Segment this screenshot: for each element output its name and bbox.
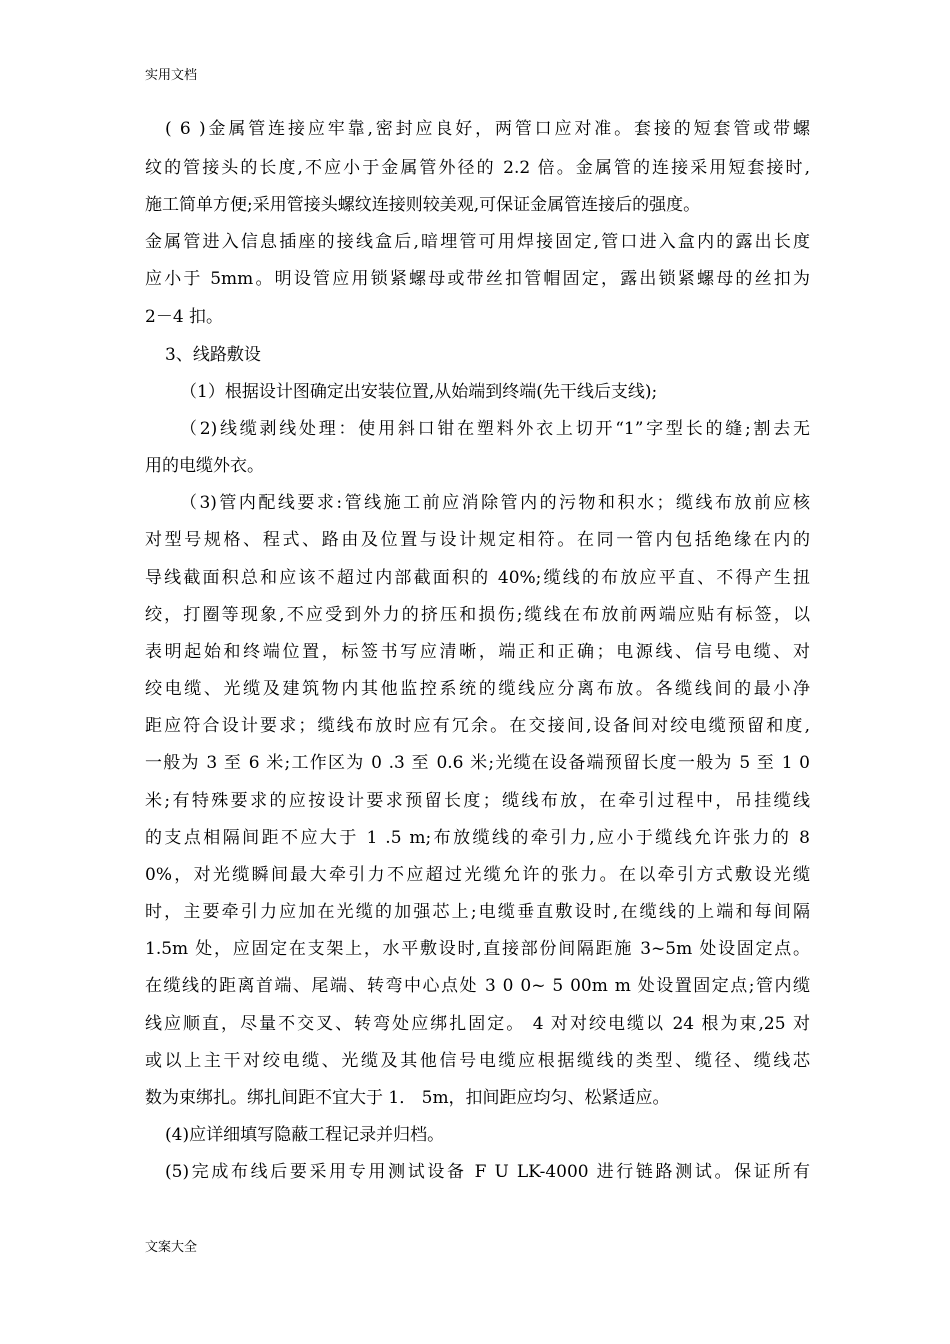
- body-line: 3、线路敷设: [165, 345, 261, 365]
- body-line: 或以上主干对绞电缆、光缆及其他信号电缆应根据缆线的类型、缆径、缆线芯: [145, 1051, 810, 1071]
- body-line: 纹的管接头的长度,不应小于金属管外径的 2.2 倍。金属管的连接采用短套接时,: [145, 158, 810, 178]
- body-line: （3)管内配线要求:管线施工前应消除管内的污物和积水；缆线布放前应核: [180, 493, 810, 513]
- body-line: 0%，对光缆瞬间最大牵引力不应超过光缆允许的张力。在以牵引方式敷设光缆: [145, 865, 810, 885]
- body-line: 绞电缆、光缆及建筑物内其他监控系统的缆线应分离布放。各缆线间的最小净: [145, 679, 810, 699]
- body-line: 距应符合设计要求；缆线布放时应有冗余。在交接间,设备间对绞电缆预留和度,: [145, 716, 810, 736]
- body-line: 米;有特殊要求的应按设计要求预留长度；缆线布放，在牵引过程中，吊挂缆线: [145, 791, 810, 811]
- body-line: 导线截面积总和应该不超过内部截面积的 40%;缆线的布放应平直、不得产生扭: [145, 568, 810, 588]
- body-line: （2)线缆剥线处理：使用斜口钳在塑料外衣上切开“1”字型长的缝;割去无: [180, 419, 810, 439]
- body-line: 对型号规格、程式、路由及位置与设计规定相符。在同一管内包括绝缘在内的: [145, 530, 810, 550]
- body-line: 在缆线的距离首端、尾端、转弯中心点处 3 0 0~ 5 00m m 处设置固定点;管内缆: [145, 976, 810, 996]
- body-line: 数为束绑扎。绑扎间距不宜大于 1． 5m，扣间距应均匀、松紧适应。: [145, 1088, 670, 1108]
- body-line: 用的电缆外衣。: [145, 456, 264, 476]
- page-header: 实用文档: [145, 68, 198, 83]
- body-line: ( 6 )金属管连接应牢靠,密封应良好，两管口应对准。套接的短套管或带螺: [165, 119, 810, 139]
- body-line: (5)完成布线后要采用专用测试设备 F U LK-4000 进行链路测试。保证所有: [165, 1162, 810, 1182]
- body-line: 时，主要牵引力应加在光缆的加强芯上;电缆垂直敷设时,在缆线的上端和每间隔: [145, 902, 810, 922]
- body-line: (4)应详细填写隐蔽工程记录并归档。: [165, 1125, 445, 1145]
- body-line: 应小于 5mm。明设管应用锁紧螺母或带丝扣管帽固定，露出锁紧螺母的丝扣为: [145, 269, 810, 289]
- body-line: 施工简单方便;采用管接头螺纹连接则较美观,可保证金属管连接后的强度。: [145, 195, 701, 215]
- body-line: 绞，打圈等现象,不应受到外力的挤压和损伤;缆线在布放前两端应贴有标签，以: [145, 605, 810, 625]
- body-line: 2－4 扣。: [145, 307, 224, 327]
- body-line: （1）根据设计图确定出安装位置,从始端到终端(先干线后支线);: [180, 382, 658, 402]
- body-line: 线应顺直，尽量不交叉、转弯处应绑扎固定。 4 对对绞电缆以 24 根为束,25 对: [145, 1014, 810, 1034]
- body-line: 表明起始和终端位置，标签书写应清晰，端正和正确；电源线、信号电缆、对: [145, 642, 810, 662]
- body-line: 1.5m 处，应固定在支架上，水平敷设时,直接部份间隔距施 3~5m 处设固定点。: [145, 939, 810, 959]
- body-line: 金属管进入信息插座的接线盒后,暗埋管可用焊接固定,管口进入盒内的露出长度: [145, 232, 810, 252]
- page-footer: 文案大全: [145, 1240, 198, 1255]
- body-line: 一般为 3 至 6 米;工作区为 0 .3 至 0.6 米;光缆在设备端预留长度一般为 5 至 1 0: [145, 753, 810, 773]
- body-line: 的支点相隔间距不应大于 1 .5 m;布放缆线的牵引力,应小于缆线允许张力的 8: [145, 828, 810, 848]
